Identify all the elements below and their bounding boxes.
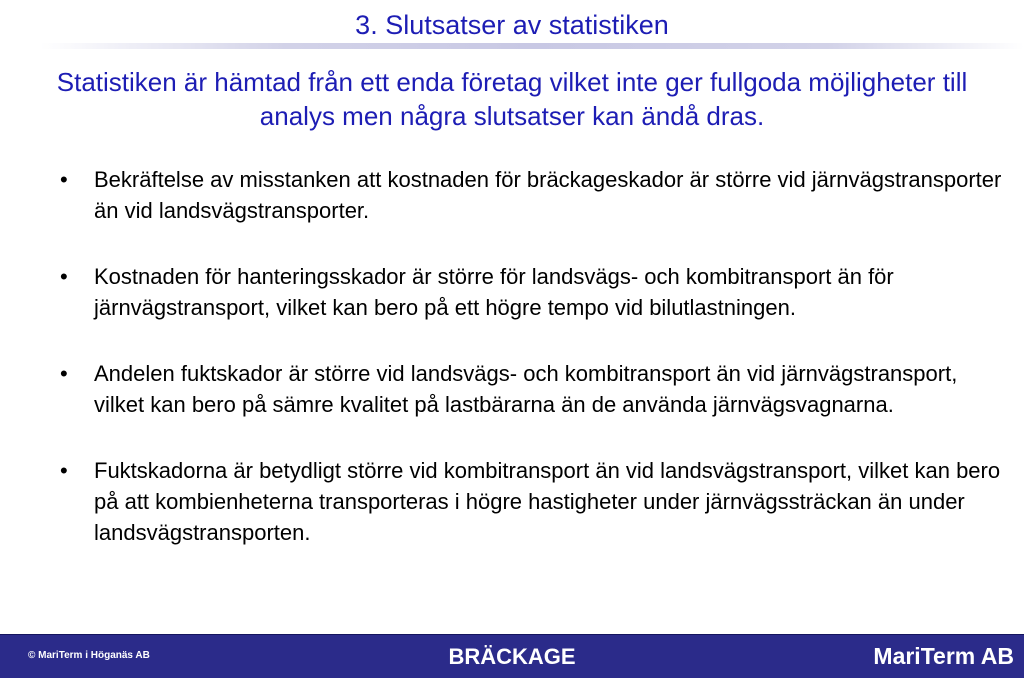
bullet-list (0, 164, 1024, 583)
bullet-icon: • (60, 264, 68, 289)
bullet-item (0, 455, 1024, 548)
bullet-text: Kostnaden för hanteringsskador är större för landsvägs- och kombitransport än för järnvägstransport, vilket kan bero på ett högre tempo vid bilutlastningen. (94, 264, 894, 320)
bullet-text: Andelen fuktskador är större vid landsvägs- och kombitransport än vid järnvägstransport, vilket kan bero på sämre kvalitet på lastbärarna än de använda järnvägsvagnarna. (94, 361, 958, 417)
footer-section-title: BRÄCKAGE (448, 644, 576, 669)
bullet-item (0, 164, 1024, 226)
bullet-icon: • (60, 361, 68, 386)
bullet-text: Fuktskadorna är betydligt större vid kombitransport än vid landsvägstransport, vilket kan bero på att kombienheterna transporteras i högre hastigheter under järnvägssträckan än under landsvägstransporten. (94, 458, 1001, 545)
bullet-item (0, 358, 1024, 420)
footer-copyright: © MariTerm i Höganäs AB (28, 650, 150, 661)
title-divider (40, 43, 1024, 49)
bullet-text: Bekräftelse av misstanken att kostnaden för bräckageskador är större vid järnvägstransporter än vid landsvägstransporter. (94, 167, 1002, 223)
bullet-item (0, 261, 1024, 323)
footer-bar (0, 634, 1024, 678)
slide-title: 3. Slutsatser av statistiken (355, 10, 669, 40)
footer-brand-logo: MariTerm AB (873, 643, 1014, 669)
bullet-icon: • (60, 167, 68, 192)
bullet-icon: • (60, 458, 68, 483)
slide-subtitle: Statistiken är hämtad från ett enda företag vilket inte ger fullgoda möjligheter till analys men några slutsatser kan ändå dras. (56, 67, 968, 131)
